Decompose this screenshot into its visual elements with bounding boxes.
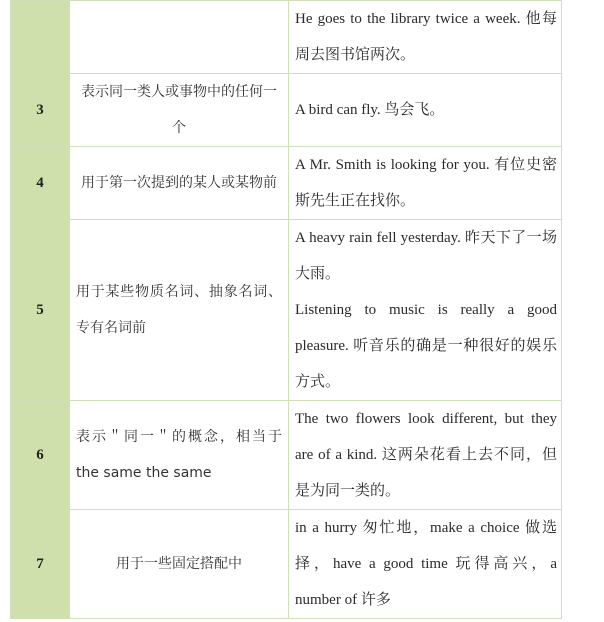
- table-row: [11, 510, 562, 619]
- table-row: [11, 1, 562, 74]
- example-cell: [289, 1, 562, 74]
- usage-cell: 用于某些物质名词、抽象名词、专有名词前: [70, 220, 289, 401]
- example-text: He goes to the library twice a week. 他每周去图书馆两次。: [295, 11, 557, 63]
- usage-cell: 用于一些固定搭配中: [70, 510, 289, 619]
- table-row: [11, 220, 562, 401]
- example-text: A heavy rain fell yesterday. 昨天下了一场大雨。: [295, 230, 557, 282]
- usage-cell: 表示＂同一＂的概念，相当于 the same the same: [70, 401, 289, 510]
- table-row: [11, 401, 562, 510]
- row-number-cell: 5: [11, 220, 70, 401]
- table-row: [11, 74, 562, 147]
- example-text: The two flowers look different, but they are of a kind. 这两朵花看上去不同，但是为同一类的。: [295, 411, 557, 499]
- example-cell: [289, 220, 562, 401]
- row-number-cell: 6: [11, 401, 70, 510]
- example-cell: [289, 510, 562, 619]
- usage-cell: 表示同一类人或事物中的任何一个: [70, 74, 289, 147]
- table-row: [11, 147, 562, 220]
- row-number-cell: 7: [11, 510, 70, 619]
- article-usage-table: [10, 0, 562, 619]
- usage-cell: [70, 1, 289, 74]
- row-number-cell: 3: [11, 74, 70, 147]
- example-text: in a hurry 匆忙地，make a choice 做选择，have a good time 玩得高兴，a number of 许多: [295, 520, 557, 608]
- example-cell: [289, 401, 562, 510]
- row-number-cell: [11, 1, 70, 74]
- example-text: A Mr. Smith is looking for you. 有位史密斯先生正在找你。: [295, 157, 557, 209]
- grammar-table-container: [10, 0, 562, 619]
- example-cell: [289, 147, 562, 220]
- example-cell: [289, 74, 562, 147]
- row-number-cell: 4: [11, 147, 70, 220]
- usage-cell: 用于第一次提到的某人或某物前: [70, 147, 289, 220]
- example-text: A bird can fly. 鸟会飞。: [295, 102, 445, 118]
- example-text: Listening to music is really a good pleasure. 听音乐的确是一种很好的娱乐方式。: [295, 302, 557, 390]
